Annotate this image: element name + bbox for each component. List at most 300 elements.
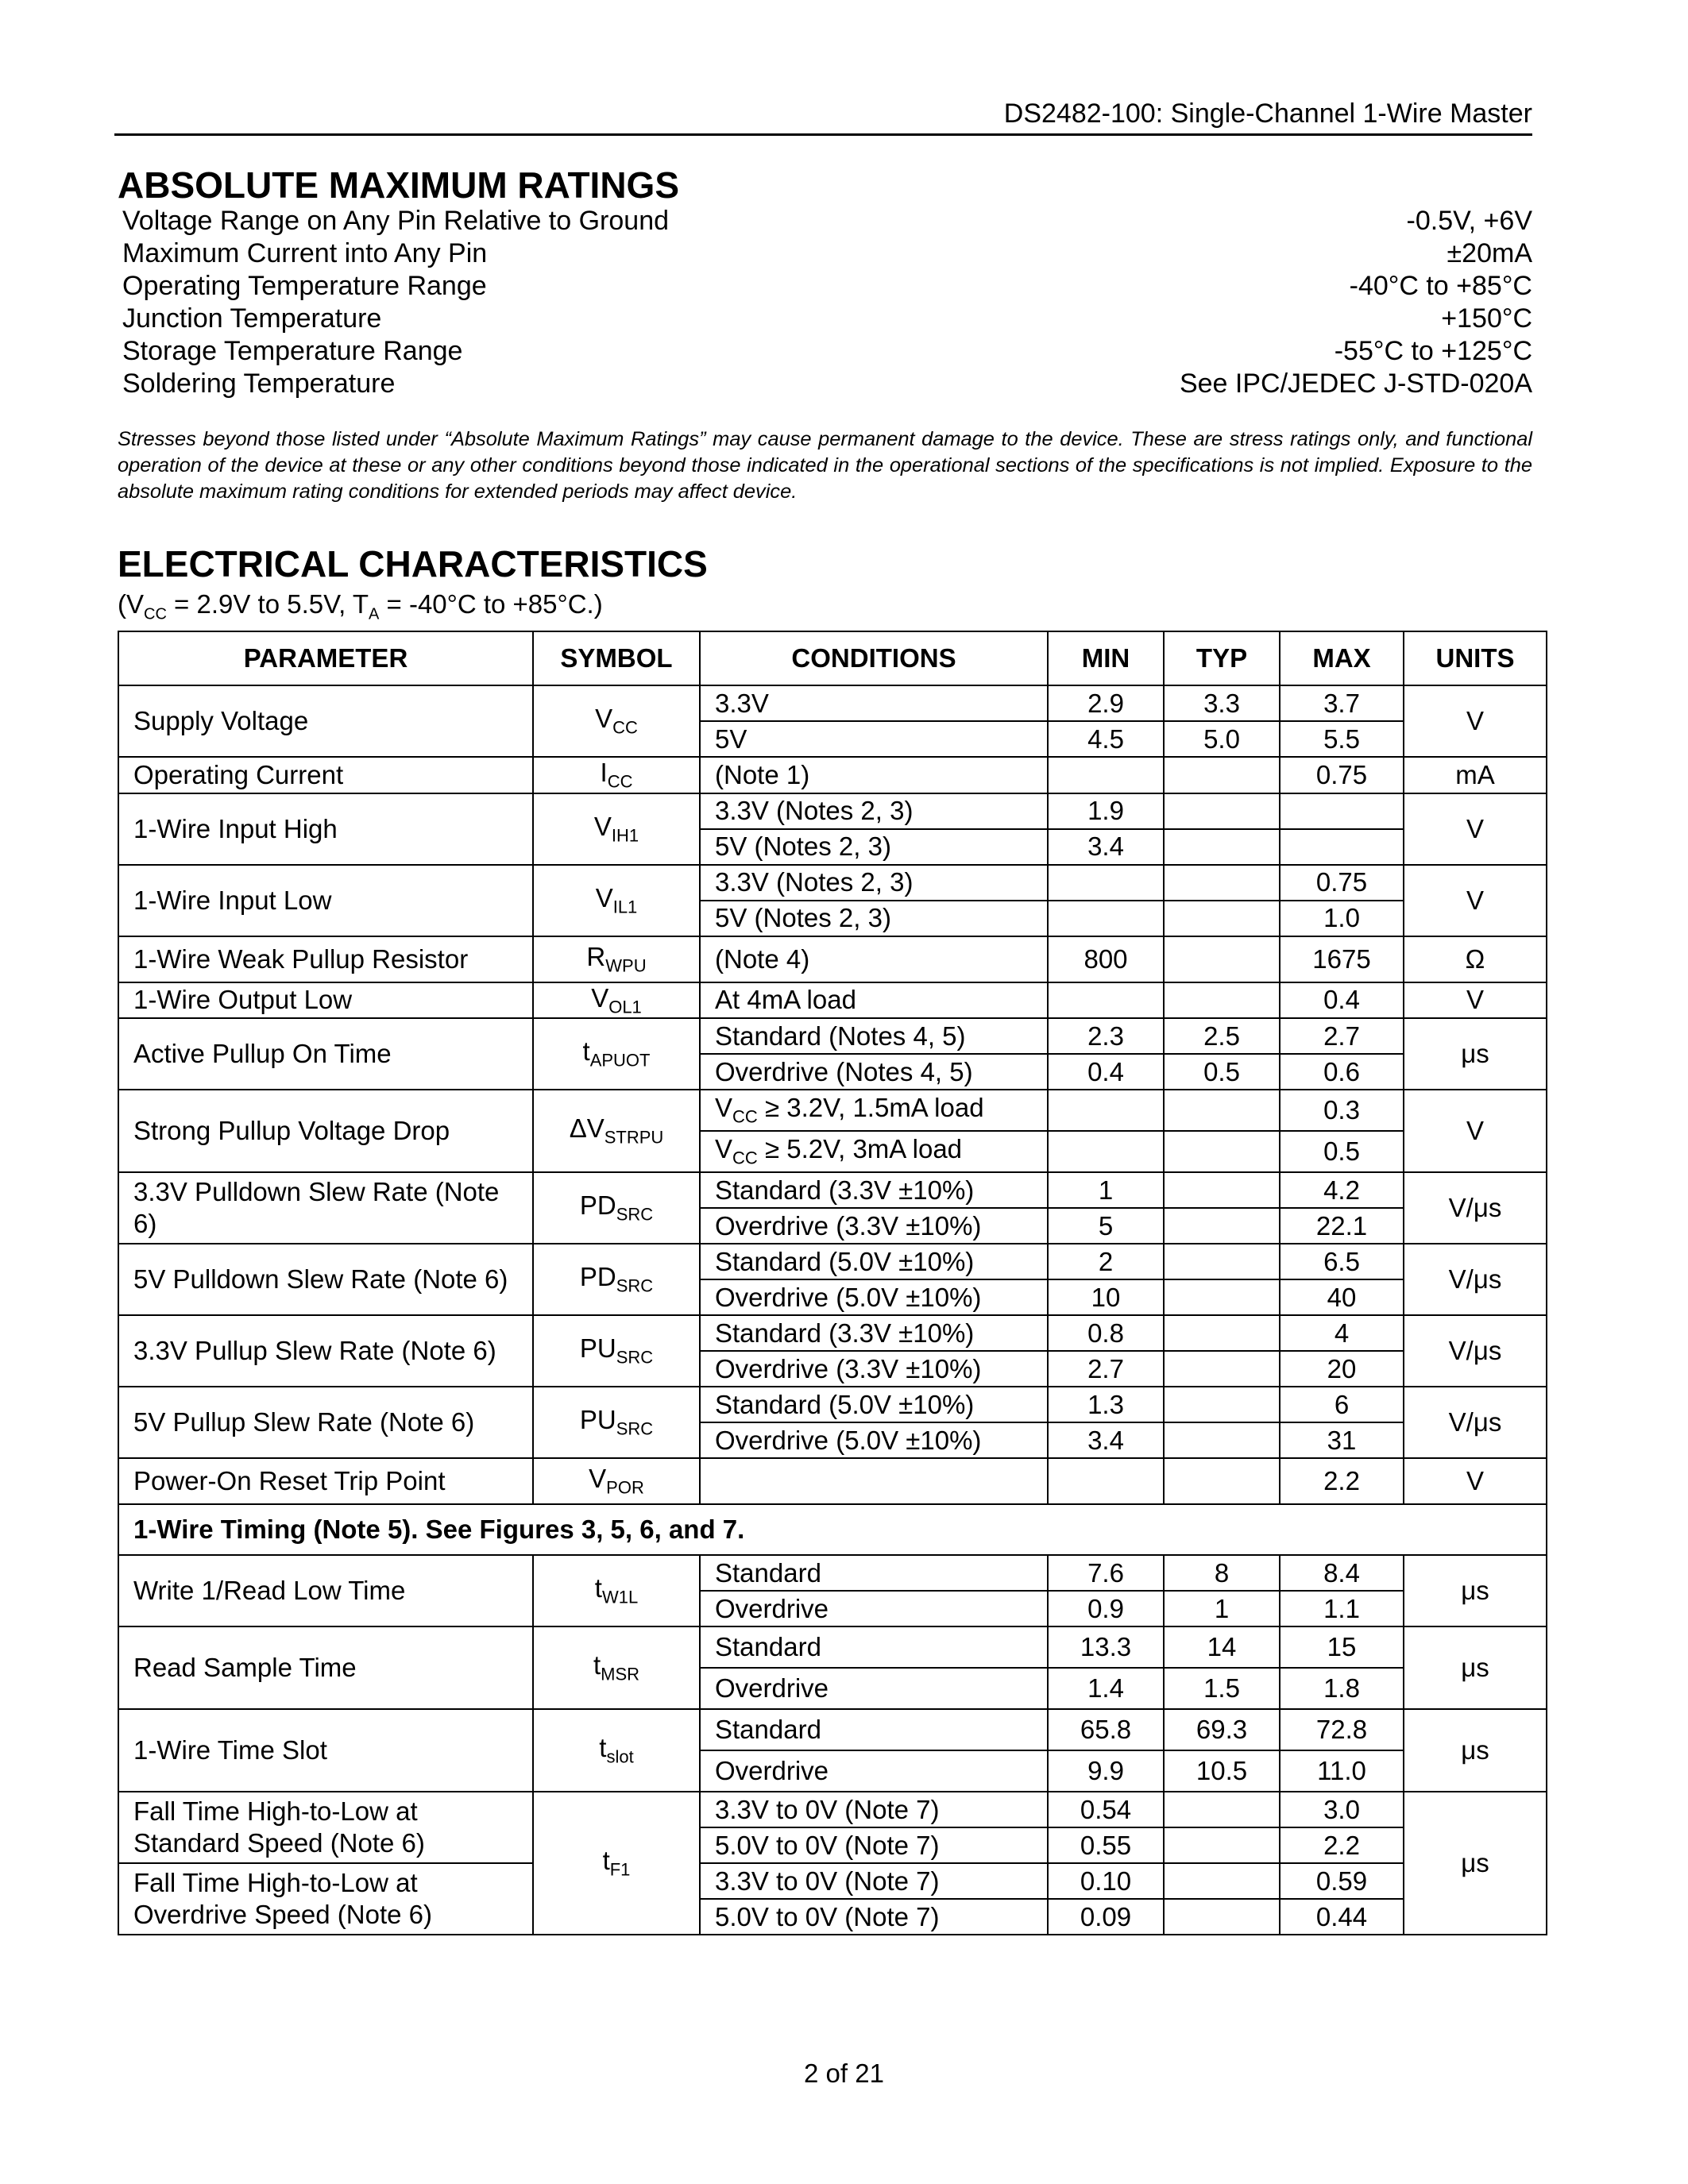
units-cell: mA — [1404, 757, 1547, 793]
max-cell: 0.5 — [1280, 1131, 1404, 1172]
max-cell: 4 — [1280, 1315, 1404, 1351]
conditions-cell — [700, 1668, 1048, 1709]
conditions-text: (Note 1) — [715, 759, 810, 789]
table-row — [118, 1018, 1547, 1054]
min-cell: 7.6 — [1048, 1555, 1164, 1591]
conditions-cell — [700, 1054, 1048, 1090]
parameter-cell: Fall Time High-to-Low at Standard Speed (Note 6) — [118, 1792, 533, 1863]
symbol-sub: WPU — [605, 955, 647, 976]
table-row — [118, 1315, 1547, 1351]
max-cell: 15 — [1280, 1626, 1404, 1668]
abs-max-value: -55°C to +125°C — [1334, 336, 1532, 366]
units-cell: μs — [1404, 1018, 1547, 1090]
abs-max-title: ABSOLUTE MAXIMUM RATINGS — [118, 164, 680, 206]
max-cell: 2.2 — [1280, 1827, 1404, 1863]
conditions-text: Overdrive (5.0V ±10%) — [715, 1425, 982, 1455]
units-cell: V — [1404, 865, 1547, 936]
typ-cell — [1164, 1387, 1280, 1422]
conditions-text: V — [715, 1093, 733, 1123]
typ-cell — [1164, 829, 1280, 865]
symbol-main: V — [595, 704, 613, 734]
symbol-sub: CC — [607, 771, 633, 792]
conditions-text: V — [715, 1134, 733, 1164]
symbol-main: t — [594, 1573, 602, 1603]
symbol-cell — [533, 757, 700, 793]
symbol-cell — [533, 1458, 700, 1504]
symbol-sub: IL1 — [612, 897, 638, 917]
conditions-cell — [700, 865, 1048, 901]
conditions-sub: CC — [732, 1148, 758, 1168]
conditions-text: Standard — [715, 1557, 821, 1588]
conditions-cell — [700, 1172, 1048, 1208]
table-row — [118, 757, 1547, 793]
units-cell: V/μs — [1404, 1315, 1547, 1387]
conditions-text: 3.3V (Notes 2, 3) — [715, 867, 914, 897]
max-cell: 31 — [1280, 1422, 1404, 1458]
table-row — [118, 1709, 1547, 1750]
symbol-main: V — [595, 882, 613, 913]
units-cell: V/μs — [1404, 1172, 1547, 1244]
min-cell: 2.9 — [1048, 685, 1164, 721]
parameter-cell: 1-Wire Weak Pullup Resistor — [118, 936, 533, 982]
symbol-main: V — [593, 811, 612, 841]
symbol-main: PU — [579, 1333, 616, 1364]
symbol-sub: W1L — [601, 1587, 639, 1607]
document-header: DS2482-100: Single-Channel 1-Wire Master — [1003, 98, 1532, 129]
conditions-text: Standard — [715, 1632, 821, 1662]
abs-max-list — [122, 205, 1532, 400]
conditions-text: 5V (Notes 2, 3) — [715, 903, 891, 933]
abs-max-label: Junction Temperature — [122, 303, 382, 334]
symbol-main: t — [602, 1846, 610, 1876]
conditions-cell — [700, 1863, 1048, 1899]
symbol-cell — [533, 1090, 700, 1172]
cond-text: (V — [118, 589, 144, 619]
typ-cell — [1164, 1792, 1280, 1827]
page-number: 2 of 21 — [804, 2059, 884, 2088]
units-cell: μs — [1404, 1626, 1547, 1709]
typ-cell — [1164, 1827, 1280, 1863]
table-row — [118, 1458, 1547, 1504]
symbol-sub: SRC — [616, 1347, 654, 1368]
table-header-row — [118, 631, 1547, 685]
col-header-parameter: PARAMETER — [118, 631, 533, 685]
test-conditions — [118, 589, 603, 624]
table-row — [118, 982, 1547, 1019]
conditions-text: Overdrive (3.3V ±10%) — [715, 1210, 982, 1241]
symbol-cell — [533, 1709, 700, 1792]
units-cell: μs — [1404, 1555, 1547, 1626]
conditions-cell — [700, 982, 1048, 1019]
min-cell: 0.9 — [1048, 1591, 1164, 1626]
symbol-sub: SRC — [616, 1418, 654, 1439]
parameter-cell: 5V Pullup Slew Rate (Note 6) — [118, 1387, 533, 1458]
table-row — [118, 865, 1547, 901]
col-header-symbol: SYMBOL — [533, 631, 700, 685]
conditions-text: Standard (Notes 4, 5) — [715, 1021, 966, 1051]
abs-max-label: Maximum Current into Any Pin — [122, 238, 488, 268]
symbol-sub: APUOT — [589, 1050, 651, 1071]
parameter-cell: 1-Wire Input Low — [118, 865, 533, 936]
max-cell: 8.4 — [1280, 1555, 1404, 1591]
typ-cell — [1164, 1208, 1280, 1244]
symbol-sub: SRC — [616, 1275, 654, 1296]
symbol-sub: STRPU — [604, 1127, 664, 1148]
max-cell: 2.2 — [1280, 1458, 1404, 1504]
abs-max-row — [122, 237, 1532, 270]
group-heading: 1-Wire Timing (Note 5). See Figures 3, 5, 6, and 7. — [118, 1504, 1547, 1555]
conditions-cell — [700, 1827, 1048, 1863]
cond-sub: A — [369, 605, 380, 623]
conditions-text: Standard — [715, 1715, 821, 1745]
max-cell: 0.4 — [1280, 982, 1404, 1019]
conditions-text: Overdrive (Notes 4, 5) — [715, 1056, 973, 1086]
parameter-cell: 1-Wire Time Slot — [118, 1709, 533, 1792]
typ-cell — [1164, 982, 1280, 1019]
max-cell: 11.0 — [1280, 1750, 1404, 1792]
conditions-cell — [700, 1279, 1048, 1315]
conditions-cell — [700, 1018, 1048, 1054]
symbol-main: ΔV — [569, 1113, 605, 1144]
table-body — [118, 685, 1547, 1935]
max-cell: 0.44 — [1280, 1899, 1404, 1935]
electrical-table — [118, 631, 1547, 1935]
max-cell: 40 — [1280, 1279, 1404, 1315]
conditions-cell — [700, 829, 1048, 865]
min-cell: 0.09 — [1048, 1899, 1164, 1935]
abs-max-label: Voltage Range on Any Pin Relative to Ground — [122, 206, 670, 236]
min-cell — [1048, 982, 1164, 1019]
max-cell: 4.2 — [1280, 1172, 1404, 1208]
parameter-cell: 3.3V Pulldown Slew Rate (Note 6) — [118, 1172, 533, 1244]
min-cell: 1.9 — [1048, 793, 1164, 829]
abs-max-value: +150°C — [1441, 303, 1532, 334]
units-cell: V — [1404, 1458, 1547, 1504]
typ-cell: 8 — [1164, 1555, 1280, 1591]
min-cell — [1048, 865, 1164, 901]
symbol-cell — [533, 1555, 700, 1626]
parameter-cell: Active Pullup On Time — [118, 1018, 533, 1090]
min-cell: 0.8 — [1048, 1315, 1164, 1351]
units-cell: V — [1404, 793, 1547, 865]
typ-cell — [1164, 1090, 1280, 1131]
symbol-sub: SRC — [616, 1204, 654, 1225]
min-cell: 5 — [1048, 1208, 1164, 1244]
conditions-text: Overdrive — [715, 1593, 829, 1623]
units-cell: V — [1404, 1090, 1547, 1172]
max-cell: 5.5 — [1280, 721, 1404, 757]
typ-cell: 69.3 — [1164, 1709, 1280, 1750]
units-cell: μs — [1404, 1709, 1547, 1792]
conditions-cell — [700, 1750, 1048, 1792]
conditions-text: 3.3V to 0V (Note 7) — [715, 1866, 940, 1896]
min-cell: 1 — [1048, 1172, 1164, 1208]
symbol-main: PD — [579, 1262, 616, 1292]
conditions-cell — [700, 685, 1048, 721]
symbol-cell — [533, 1018, 700, 1090]
typ-cell — [1164, 1458, 1280, 1504]
header-rule — [114, 133, 1532, 136]
symbol-sub: CC — [612, 717, 638, 738]
typ-cell — [1164, 757, 1280, 793]
symbol-sub: F1 — [609, 1859, 631, 1880]
conditions-cell — [700, 1626, 1048, 1668]
parameter-cell: Operating Current — [118, 757, 533, 793]
col-header-max: MAX — [1280, 631, 1404, 685]
symbol-sub: slot — [606, 1746, 634, 1767]
typ-cell — [1164, 901, 1280, 936]
max-cell: 1.8 — [1280, 1668, 1404, 1709]
conditions-cell — [700, 901, 1048, 936]
min-cell: 0.55 — [1048, 1827, 1164, 1863]
abs-max-label: Operating Temperature Range — [122, 271, 487, 301]
abs-max-label: Storage Temperature Range — [122, 336, 463, 366]
symbol-cell — [533, 1387, 700, 1458]
max-cell: 22.1 — [1280, 1208, 1404, 1244]
symbol-sub: OL1 — [608, 997, 642, 1017]
typ-cell: 3.3 — [1164, 685, 1280, 721]
symbol-main: PU — [579, 1405, 616, 1435]
max-cell — [1280, 829, 1404, 865]
conditions-cell — [700, 936, 1048, 982]
table-row — [118, 936, 1547, 982]
conditions-cell — [700, 1899, 1048, 1935]
symbol-cell — [533, 1315, 700, 1387]
symbol-main: V — [589, 1464, 607, 1494]
min-cell — [1048, 901, 1164, 936]
abs-max-value: ±20mA — [1447, 238, 1532, 268]
parameter-cell: 3.3V Pullup Slew Rate (Note 6) — [118, 1315, 533, 1387]
max-cell: 1.1 — [1280, 1591, 1404, 1626]
max-cell: 0.59 — [1280, 1863, 1404, 1899]
typ-cell: 5.0 — [1164, 721, 1280, 757]
typ-cell — [1164, 1279, 1280, 1315]
max-cell: 0.3 — [1280, 1090, 1404, 1131]
abs-max-row — [122, 368, 1532, 400]
symbol-cell — [533, 1792, 700, 1935]
conditions-text: Standard (3.3V ±10%) — [715, 1318, 975, 1348]
conditions-text: Overdrive — [715, 1756, 829, 1786]
symbol-cell — [533, 1244, 700, 1315]
max-cell: 0.6 — [1280, 1054, 1404, 1090]
max-cell: 20 — [1280, 1351, 1404, 1387]
symbol-sub: MSR — [601, 1664, 640, 1684]
min-cell: 0.54 — [1048, 1792, 1164, 1827]
symbol-main: R — [586, 941, 606, 971]
symbol-cell — [533, 793, 700, 865]
col-header-conditions: CONDITIONS — [700, 631, 1048, 685]
max-cell: 1675 — [1280, 936, 1404, 982]
symbol-main: t — [599, 1733, 607, 1763]
abs-max-row — [122, 270, 1532, 303]
min-cell: 10 — [1048, 1279, 1164, 1315]
conditions-text: ≥ 5.2V, 3mA load — [757, 1134, 963, 1164]
min-cell: 13.3 — [1048, 1626, 1164, 1668]
units-cell: μs — [1404, 1792, 1547, 1935]
abs-max-value: -0.5V, +6V — [1406, 206, 1532, 236]
conditions-cell — [700, 1131, 1048, 1172]
conditions-text: 5V — [715, 723, 747, 754]
typ-cell — [1164, 793, 1280, 829]
conditions-cell — [700, 1709, 1048, 1750]
conditions-text: 3.3V (Notes 2, 3) — [715, 796, 914, 826]
conditions-cell — [700, 1351, 1048, 1387]
max-cell: 0.75 — [1280, 865, 1404, 901]
parameter-cell: Fall Time High-to-Low at Overdrive Speed (Note 6) — [118, 1863, 533, 1935]
max-cell: 3.7 — [1280, 685, 1404, 721]
conditions-cell — [700, 721, 1048, 757]
table-row — [118, 1555, 1547, 1591]
cond-text: = 2.9V to 5.5V, T — [166, 589, 369, 619]
col-header-typ: TYP — [1164, 631, 1280, 685]
typ-cell — [1164, 865, 1280, 901]
units-cell: V — [1404, 685, 1547, 757]
min-cell — [1048, 1090, 1164, 1131]
parameter-cell: 5V Pulldown Slew Rate (Note 6) — [118, 1244, 533, 1315]
table-row — [118, 793, 1547, 829]
symbol-sub: IH1 — [611, 825, 639, 846]
typ-cell: 10.5 — [1164, 1750, 1280, 1792]
table-row — [118, 1626, 1547, 1668]
conditions-text: Standard (5.0V ±10%) — [715, 1389, 975, 1419]
min-cell: 2 — [1048, 1244, 1164, 1279]
parameter-cell: 1-Wire Output Low — [118, 982, 533, 1019]
max-cell: 2.7 — [1280, 1018, 1404, 1054]
conditions-cell — [700, 1458, 1048, 1504]
conditions-text: 5V (Notes 2, 3) — [715, 832, 891, 862]
conditions-text: 3.3V — [715, 688, 769, 718]
parameter-cell: Write 1/Read Low Time — [118, 1555, 533, 1626]
typ-cell: 1 — [1164, 1591, 1280, 1626]
max-cell: 1.0 — [1280, 901, 1404, 936]
conditions-cell — [700, 757, 1048, 793]
parameter-cell: Power-On Reset Trip Point — [118, 1458, 533, 1504]
table-row — [118, 1863, 1547, 1899]
conditions-cell — [700, 793, 1048, 829]
min-cell: 0.4 — [1048, 1054, 1164, 1090]
min-cell: 0.10 — [1048, 1863, 1164, 1899]
max-cell: 6 — [1280, 1387, 1404, 1422]
typ-cell — [1164, 1172, 1280, 1208]
min-cell: 800 — [1048, 936, 1164, 982]
conditions-text: Overdrive (3.3V ±10%) — [715, 1353, 982, 1383]
table-row — [118, 1244, 1547, 1279]
abs-max-row — [122, 205, 1532, 237]
units-cell: V/μs — [1404, 1387, 1547, 1458]
typ-cell — [1164, 1244, 1280, 1279]
typ-cell: 0.5 — [1164, 1054, 1280, 1090]
conditions-cell — [700, 1555, 1048, 1591]
conditions-text: 5.0V to 0V (Note 7) — [715, 1901, 940, 1931]
table-row — [118, 1387, 1547, 1422]
symbol-cell — [533, 1626, 700, 1709]
symbol-main: t — [593, 1650, 601, 1680]
conditions-text: At 4mA load — [715, 985, 856, 1015]
group-row — [118, 1504, 1547, 1555]
max-cell: 3.0 — [1280, 1792, 1404, 1827]
parameter-cell: Read Sample Time — [118, 1626, 533, 1709]
min-cell: 4.5 — [1048, 721, 1164, 757]
conditions-cell — [700, 1387, 1048, 1422]
min-cell: 3.4 — [1048, 829, 1164, 865]
conditions-text: 5.0V to 0V (Note 7) — [715, 1830, 940, 1860]
table-row — [118, 1172, 1547, 1208]
typ-cell — [1164, 1315, 1280, 1351]
conditions-sub: CC — [732, 1106, 758, 1127]
symbol-sub: POR — [606, 1477, 644, 1498]
min-cell — [1048, 1458, 1164, 1504]
typ-cell — [1164, 1899, 1280, 1935]
min-cell: 2.3 — [1048, 1018, 1164, 1054]
min-cell: 2.7 — [1048, 1351, 1164, 1387]
abs-max-value: See IPC/JEDEC J-STD-020A — [1179, 369, 1532, 399]
conditions-cell — [700, 1792, 1048, 1827]
conditions-cell — [700, 1208, 1048, 1244]
typ-cell — [1164, 936, 1280, 982]
typ-cell: 2.5 — [1164, 1018, 1280, 1054]
symbol-main: PD — [579, 1190, 616, 1221]
conditions-cell — [700, 1244, 1048, 1279]
conditions-text: Standard (3.3V ±10%) — [715, 1175, 975, 1205]
typ-cell — [1164, 1863, 1280, 1899]
conditions-text: Standard (5.0V ±10%) — [715, 1246, 975, 1276]
units-cell: V/μs — [1404, 1244, 1547, 1315]
conditions-cell — [700, 1422, 1048, 1458]
conditions-text: (Note 4) — [715, 943, 810, 974]
parameter-cell: Strong Pullup Voltage Drop — [118, 1090, 533, 1172]
table-row — [118, 1090, 1547, 1131]
min-cell — [1048, 1131, 1164, 1172]
max-cell: 72.8 — [1280, 1709, 1404, 1750]
units-cell: Ω — [1404, 936, 1547, 982]
abs-max-value: -40°C to +85°C — [1349, 271, 1532, 301]
table-row — [118, 1792, 1547, 1827]
cond-text: = -40°C to +85°C.) — [379, 589, 603, 619]
conditions-text: Overdrive (5.0V ±10%) — [715, 1282, 982, 1312]
abs-max-label: Soldering Temperature — [122, 369, 396, 399]
cond-sub: CC — [144, 605, 167, 623]
units-cell: V — [1404, 982, 1547, 1019]
typ-cell — [1164, 1131, 1280, 1172]
min-cell: 65.8 — [1048, 1709, 1164, 1750]
typ-cell — [1164, 1422, 1280, 1458]
stress-note: Stresses beyond those listed under “Absolute Maximum Ratings” may cause permanent damage to the device. These are stress ratings only, and functional operation of the device at these or any other conditions beyond those indicated in the operational sections of the specifications is not implied. Exposure to the absolute maximum rating conditions for extended periods may affect device. — [118, 428, 1532, 503]
min-cell: 1.3 — [1048, 1387, 1164, 1422]
symbol-main: V — [591, 982, 609, 1013]
max-cell — [1280, 793, 1404, 829]
symbol-main: t — [582, 1036, 590, 1067]
symbol-main: I — [600, 758, 608, 787]
conditions-cell — [700, 1591, 1048, 1626]
min-cell: 9.9 — [1048, 1750, 1164, 1792]
abs-max-row — [122, 303, 1532, 335]
electrical-title: ELECTRICAL CHARACTERISTICS — [118, 543, 708, 585]
parameter-cell: Supply Voltage — [118, 685, 533, 757]
abs-max-row — [122, 335, 1532, 368]
conditions-text: ≥ 3.2V, 1.5mA load — [757, 1093, 984, 1123]
typ-cell: 14 — [1164, 1626, 1280, 1668]
min-cell: 3.4 — [1048, 1422, 1164, 1458]
typ-cell — [1164, 1351, 1280, 1387]
conditions-cell — [700, 1090, 1048, 1131]
parameter-cell: 1-Wire Input High — [118, 793, 533, 865]
min-cell: 1.4 — [1048, 1668, 1164, 1709]
conditions-text: Overdrive — [715, 1673, 829, 1704]
symbol-cell — [533, 865, 700, 936]
col-header-units: UNITS — [1404, 631, 1547, 685]
col-header-min: MIN — [1048, 631, 1164, 685]
symbol-cell — [533, 685, 700, 757]
